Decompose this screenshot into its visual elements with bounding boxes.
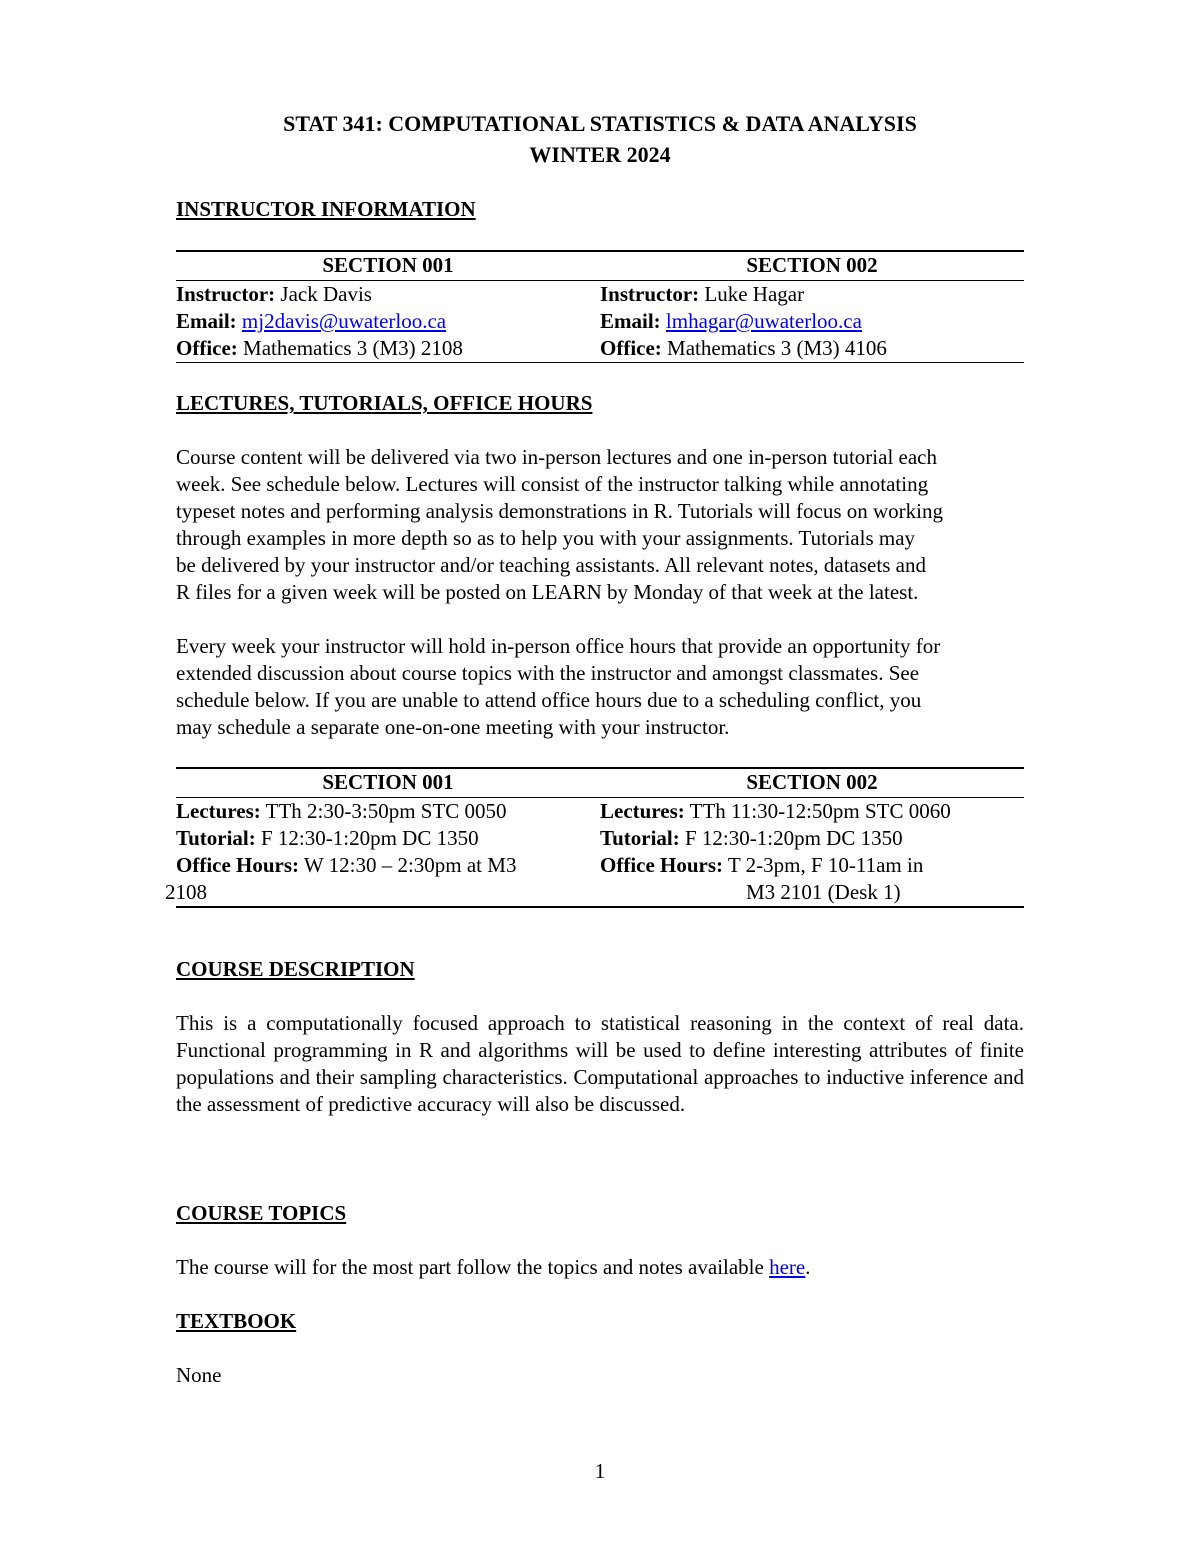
heading-textbook: TEXTBOOK bbox=[176, 1309, 297, 1333]
office-hours-continuation: M3 2101 (Desk 1) bbox=[746, 880, 901, 904]
lectures-paragraph-1 bbox=[176, 444, 1024, 606]
instructor-table bbox=[176, 250, 1024, 363]
office-hours-continuation: 2108 bbox=[165, 880, 207, 904]
lectures-label: Lectures: bbox=[600, 799, 685, 823]
text-line: Course content will be delivered via two in-person lectures and one in-person tutorial each bbox=[176, 445, 938, 469]
text-line: be delivered by your instructor and/or teaching assistants. All relevant notes, datasets and bbox=[176, 553, 926, 577]
instructor-section-001-header: SECTION 001 bbox=[176, 251, 600, 281]
tutorial-value: F 12:30-1:20pm DC 1350 bbox=[679, 826, 903, 850]
office-hours-row bbox=[176, 852, 600, 879]
title-term: WINTER 2024 bbox=[529, 142, 671, 167]
topics-here-link[interactable]: here bbox=[769, 1255, 806, 1279]
email-label: Email: bbox=[176, 309, 237, 333]
textbook-text: None bbox=[176, 1363, 222, 1387]
tutorial-value: F 12:30-1:20pm DC 1350 bbox=[255, 826, 479, 850]
office-hours-label: Office Hours: bbox=[176, 853, 300, 877]
text-line: typeset notes and performing analysis demonstrations in R. Tutorials will focus on working bbox=[176, 499, 944, 523]
office-row bbox=[600, 335, 1024, 362]
office-hours-value: W 12:30 – 2:30pm at M3 bbox=[299, 853, 517, 877]
office-hours-row bbox=[600, 852, 1024, 879]
course-topics-period: . bbox=[805, 1255, 811, 1279]
lectures-value: TTh 11:30-12:50pm STC 0060 bbox=[684, 799, 951, 823]
course-topics-sentence: The course will for the most part follow the topics and notes available bbox=[176, 1255, 770, 1279]
schedule-section-001-header: SECTION 001 bbox=[176, 768, 600, 798]
instructor-row bbox=[176, 281, 600, 308]
email-link-hagar[interactable]: lmhagar@uwaterloo.ca bbox=[665, 309, 862, 333]
email-row bbox=[600, 308, 1024, 335]
office-hours-value: T 2-3pm, F 10-11am in bbox=[723, 853, 924, 877]
page-number: 1 bbox=[594, 1459, 606, 1483]
lectures-row bbox=[600, 798, 1024, 825]
lectures-label: Lectures: bbox=[176, 799, 261, 823]
tutorial-label: Tutorial: bbox=[600, 826, 680, 850]
instructor-section-001-cell bbox=[176, 281, 600, 363]
instructor-label: Instructor: bbox=[176, 282, 276, 306]
text-line: Every week your instructor will hold in-person office hours that provide an opportunity for bbox=[176, 634, 941, 658]
text-line: R files for a given week will be posted on LEARN by Monday of that week at the latest. bbox=[176, 580, 919, 604]
instructor-row bbox=[600, 281, 1024, 308]
schedule-section-002-header: SECTION 002 bbox=[600, 768, 1024, 798]
document-title bbox=[176, 108, 1024, 170]
email-row bbox=[176, 308, 600, 335]
text-line: extended discussion about course topics with the instructor and amongst classmates. See bbox=[176, 661, 920, 685]
text-line: may schedule a separate one-on-one meeting with your instructor. bbox=[176, 715, 730, 739]
lectures-paragraph-2 bbox=[176, 633, 1024, 741]
office-hours-label: Office Hours: bbox=[600, 853, 724, 877]
schedule-section-001-cell bbox=[165, 798, 600, 908]
schedule-table bbox=[165, 767, 1024, 908]
tutorial-row bbox=[176, 825, 600, 852]
course-description-text: This is a computationally focused approach to statistical reasoning in the context of real data. Functional programming in R and algorithms will be used to define interesting attributes of finite populations and their sampling characteristics. Computational approaches to inductive inference and the assessment of predictive accuracy will also be discussed. bbox=[176, 1011, 1024, 1116]
heading-lectures: LECTURES, TUTORIALS, OFFICE HOURS bbox=[176, 391, 593, 415]
heading-instructor-information: INSTRUCTOR INFORMATION bbox=[176, 197, 476, 221]
office-row bbox=[176, 335, 600, 362]
heading-course-topics: COURSE TOPICS bbox=[176, 1201, 347, 1225]
tutorial-label: Tutorial: bbox=[176, 826, 256, 850]
office-value: Mathematics 3 (M3) 2108 bbox=[237, 336, 463, 360]
instructor-label: Instructor: bbox=[600, 282, 700, 306]
office-label: Office: bbox=[176, 336, 238, 360]
email-link-davis[interactable]: mj2davis@uwaterloo.ca bbox=[241, 309, 447, 333]
instructor-name: Luke Hagar bbox=[699, 282, 805, 306]
email-label: Email: bbox=[600, 309, 661, 333]
text-line: week. See schedule below. Lectures will consist of the instructor talking while annotating bbox=[176, 472, 929, 496]
schedule-section-002-cell bbox=[600, 798, 1024, 908]
text-line: through examples in more depth so as to help you with your assignments. Tutorials may bbox=[176, 526, 916, 550]
instructor-section-002-header: SECTION 002 bbox=[600, 251, 1024, 281]
office-label: Office: bbox=[600, 336, 662, 360]
office-value: Mathematics 3 (M3) 4106 bbox=[661, 336, 887, 360]
tutorial-row bbox=[600, 825, 1024, 852]
lectures-row bbox=[176, 798, 600, 825]
heading-course-description: COURSE DESCRIPTION bbox=[176, 957, 415, 981]
course-topics-text bbox=[176, 1254, 1024, 1281]
text-line: schedule below. If you are unable to attend office hours due to a scheduling conflict, you bbox=[176, 688, 922, 712]
instructor-section-002-cell bbox=[600, 281, 1024, 363]
instructor-name: Jack Davis bbox=[275, 282, 372, 306]
title-course: STAT 341: COMPUTATIONAL STATISTICS & DATA ANALYSIS bbox=[283, 111, 917, 136]
lectures-value: TTh 2:30-3:50pm STC 0050 bbox=[260, 799, 507, 823]
